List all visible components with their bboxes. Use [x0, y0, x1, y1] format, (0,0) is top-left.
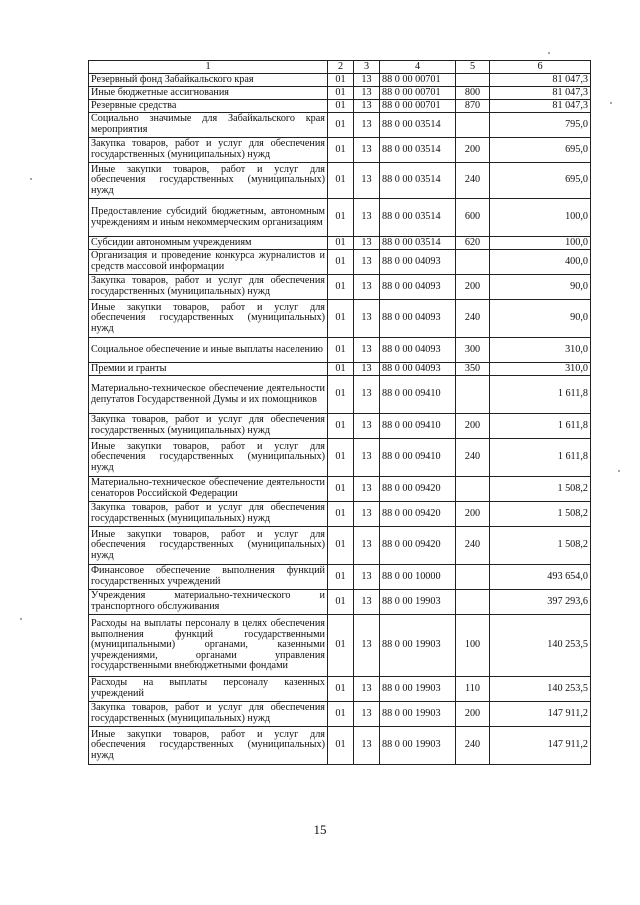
row-name: Предоставление субсидий бюджетным, автономным учреждениям и иным некоммерческим организациям: [89, 199, 328, 237]
row-section: 01: [328, 199, 354, 237]
row-target-article: 88 0 00 09410: [380, 376, 456, 414]
row-target-article: 88 0 00 03514: [380, 163, 456, 199]
row-sum: 397 293,6: [490, 590, 591, 615]
table-row: [89, 250, 591, 275]
row-target-article: 88 0 00 10000: [380, 565, 456, 590]
row-subsection: 13: [354, 677, 380, 702]
row-section: 01: [328, 163, 354, 199]
row-subsection: 13: [354, 237, 380, 250]
row-expense-kind: 300: [456, 338, 490, 363]
row-target-article: 88 0 00 09410: [380, 414, 456, 439]
row-section: 01: [328, 338, 354, 363]
row-subsection: 13: [354, 502, 380, 527]
row-expense-kind: 350: [456, 363, 490, 376]
row-sum: 400,0: [490, 250, 591, 275]
row-sum: 100,0: [490, 237, 591, 250]
row-sum: 100,0: [490, 199, 591, 237]
row-target-article: 88 0 00 09420: [380, 527, 456, 565]
row-target-article: 88 0 00 04093: [380, 338, 456, 363]
row-target-article: 88 0 00 00701: [380, 74, 456, 87]
row-expense-kind: [456, 376, 490, 414]
row-subsection: 13: [354, 527, 380, 565]
row-name: Материально-техническое обеспечение деятельности сенаторов Российской Федерации: [89, 477, 328, 502]
row-subsection: 13: [354, 138, 380, 163]
row-subsection: 13: [354, 615, 380, 677]
row-expense-kind: 240: [456, 727, 490, 765]
row-sum: 695,0: [490, 138, 591, 163]
row-expense-kind: 100: [456, 615, 490, 677]
table-row: [89, 199, 591, 237]
page-number: 15: [313, 822, 327, 837]
row-target-article: 88 0 00 00701: [380, 100, 456, 113]
row-expense-kind: 620: [456, 237, 490, 250]
scan-speck: [548, 52, 550, 54]
row-sum: 310,0: [490, 338, 591, 363]
row-section: 01: [328, 237, 354, 250]
row-target-article: 88 0 00 04093: [380, 300, 456, 338]
scan-speck: [610, 102, 612, 104]
row-target-article: 88 0 00 03514: [380, 199, 456, 237]
row-subsection: 13: [354, 199, 380, 237]
row-expense-kind: 240: [456, 163, 490, 199]
row-subsection: 13: [354, 113, 380, 138]
row-name: Учреждения материально-технического и транспортного обслуживания: [89, 590, 328, 615]
row-target-article: 88 0 00 19903: [380, 590, 456, 615]
row-sum: 81 047,3: [490, 74, 591, 87]
row-target-article: 88 0 00 19903: [380, 615, 456, 677]
header-col-5: 5: [456, 61, 490, 74]
table-row: [89, 74, 591, 87]
table-row: [89, 100, 591, 113]
row-expense-kind: [456, 113, 490, 138]
row-subsection: 13: [354, 100, 380, 113]
row-expense-kind: 110: [456, 677, 490, 702]
row-subsection: 13: [354, 300, 380, 338]
table-row: [89, 702, 591, 727]
table-row: [89, 590, 591, 615]
row-name: Субсидии автономным учреждениям: [89, 237, 328, 250]
row-name: Закупка товаров, работ и услуг для обеспечения государственных (муниципальных) нужд: [89, 414, 328, 439]
table-row: [89, 439, 591, 477]
row-sum: 1 611,8: [490, 414, 591, 439]
table-row: [89, 138, 591, 163]
table-row: [89, 275, 591, 300]
row-section: 01: [328, 138, 354, 163]
row-subsection: 13: [354, 376, 380, 414]
row-target-article: 88 0 00 19903: [380, 702, 456, 727]
table-row: [89, 300, 591, 338]
row-expense-kind: 200: [456, 414, 490, 439]
row-sum: 147 911,2: [490, 702, 591, 727]
row-section: 01: [328, 477, 354, 502]
table-row: [89, 565, 591, 590]
row-sum: 1 611,8: [490, 376, 591, 414]
row-name: Закупка товаров, работ и услуг для обеспечения государственных (муниципальных) нужд: [89, 502, 328, 527]
row-expense-kind: 600: [456, 199, 490, 237]
row-expense-kind: 240: [456, 300, 490, 338]
row-name: Закупка товаров, работ и услуг для обеспечения государственных (муниципальных) нужд: [89, 138, 328, 163]
row-sum: 140 253,5: [490, 677, 591, 702]
scan-speck: [30, 178, 32, 180]
row-name: Социальное обеспечение и иные выплаты населению: [89, 338, 328, 363]
row-expense-kind: 240: [456, 439, 490, 477]
table-row: [89, 338, 591, 363]
row-expense-kind: 200: [456, 702, 490, 727]
row-expense-kind: 200: [456, 138, 490, 163]
row-expense-kind: 200: [456, 275, 490, 300]
row-name: Резервный фонд Забайкальского края: [89, 74, 328, 87]
row-subsection: 13: [354, 74, 380, 87]
row-subsection: 13: [354, 565, 380, 590]
header-col-1: 1: [89, 61, 328, 74]
row-target-article: 88 0 00 03514: [380, 113, 456, 138]
table-row: [89, 502, 591, 527]
header-col-6: 6: [490, 61, 591, 74]
row-subsection: 13: [354, 414, 380, 439]
row-name: Иные закупки товаров, работ и услуг для обеспечения государственных (муниципальных) нужд: [89, 163, 328, 199]
row-target-article: 88 0 00 03514: [380, 138, 456, 163]
row-target-article: 88 0 00 04093: [380, 363, 456, 376]
row-name: Премии и гранты: [89, 363, 328, 376]
table-row: [89, 677, 591, 702]
row-section: 01: [328, 87, 354, 100]
row-subsection: 13: [354, 163, 380, 199]
row-sum: 795,0: [490, 113, 591, 138]
table-row: [89, 113, 591, 138]
table-row: [89, 87, 591, 100]
row-sum: 1 508,2: [490, 527, 591, 565]
row-sum: 493 654,0: [490, 565, 591, 590]
row-subsection: 13: [354, 702, 380, 727]
table-row: [89, 237, 591, 250]
row-target-article: 88 0 00 19903: [380, 677, 456, 702]
row-subsection: 13: [354, 250, 380, 275]
row-section: 01: [328, 376, 354, 414]
header-col-3: 3: [354, 61, 380, 74]
row-section: 01: [328, 502, 354, 527]
row-expense-kind: [456, 250, 490, 275]
row-section: 01: [328, 250, 354, 275]
table-row: [89, 376, 591, 414]
row-section: 01: [328, 677, 354, 702]
budget-table: [88, 60, 591, 765]
table-header-row: [89, 61, 591, 74]
row-section: 01: [328, 615, 354, 677]
row-sum: 310,0: [490, 363, 591, 376]
table-row: [89, 163, 591, 199]
row-sum: 147 911,2: [490, 727, 591, 765]
table-row: [89, 363, 591, 376]
row-expense-kind: 870: [456, 100, 490, 113]
row-subsection: 13: [354, 363, 380, 376]
row-name: Резервные средства: [89, 100, 328, 113]
row-sum: 90,0: [490, 300, 591, 338]
row-sum: 81 047,3: [490, 100, 591, 113]
row-target-article: 88 0 00 03514: [380, 237, 456, 250]
header-col-4: 4: [380, 61, 456, 74]
row-target-article: 88 0 00 09420: [380, 502, 456, 527]
row-section: 01: [328, 702, 354, 727]
row-expense-kind: 800: [456, 87, 490, 100]
row-target-article: 88 0 00 09420: [380, 477, 456, 502]
row-expense-kind: [456, 74, 490, 87]
row-section: 01: [328, 565, 354, 590]
row-sum: 1 611,8: [490, 439, 591, 477]
row-sum: 90,0: [490, 275, 591, 300]
row-sum: 81 047,3: [490, 87, 591, 100]
header-col-2: 2: [328, 61, 354, 74]
row-target-article: 88 0 00 09410: [380, 439, 456, 477]
row-target-article: 88 0 00 19903: [380, 727, 456, 765]
row-section: 01: [328, 590, 354, 615]
row-expense-kind: [456, 477, 490, 502]
row-subsection: 13: [354, 338, 380, 363]
table-row: [89, 414, 591, 439]
row-sum: 1 508,2: [490, 477, 591, 502]
row-section: 01: [328, 300, 354, 338]
row-name: Иные закупки товаров, работ и услуг для обеспечения государственных (муниципальных) нужд: [89, 527, 328, 565]
row-name: Финансовое обеспечение выполнения функций государственных учреждений: [89, 565, 328, 590]
row-expense-kind: [456, 565, 490, 590]
row-section: 01: [328, 113, 354, 138]
row-target-article: 88 0 00 00701: [380, 87, 456, 100]
row-name: Расходы на выплаты персоналу в целях обеспечения выполнения функций государственными (муниципальными) органами, казенными учреждениями, органами управления государственными внебюджетными фондами: [89, 615, 328, 677]
row-target-article: 88 0 00 04093: [380, 250, 456, 275]
row-section: 01: [328, 414, 354, 439]
table-row: [89, 615, 591, 677]
row-name: Организация и проведение конкурса журналистов и средств массовой информации: [89, 250, 328, 275]
row-name: Расходы на выплаты персоналу казенных учреждений: [89, 677, 328, 702]
row-name: Закупка товаров, работ и услуг для обеспечения государственных (муниципальных) нужд: [89, 702, 328, 727]
row-section: 01: [328, 439, 354, 477]
table-row: [89, 727, 591, 765]
row-section: 01: [328, 275, 354, 300]
row-name: Социально значимые для Забайкальского края мероприятия: [89, 113, 328, 138]
scan-speck: [618, 470, 620, 472]
row-name: Иные закупки товаров, работ и услуг для обеспечения государственных (муниципальных) нужд: [89, 727, 328, 765]
row-section: 01: [328, 527, 354, 565]
row-subsection: 13: [354, 477, 380, 502]
scan-speck: [20, 618, 22, 620]
row-name: Закупка товаров, работ и услуг для обеспечения государственных (муниципальных) нужд: [89, 275, 328, 300]
row-expense-kind: 200: [456, 502, 490, 527]
row-name: Иные бюджетные ассигнования: [89, 87, 328, 100]
row-expense-kind: [456, 590, 490, 615]
row-section: 01: [328, 100, 354, 113]
row-sum: 140 253,5: [490, 615, 591, 677]
row-name: Иные закупки товаров, работ и услуг для обеспечения государственных (муниципальных) нужд: [89, 439, 328, 477]
table-row: [89, 527, 591, 565]
row-section: 01: [328, 74, 354, 87]
row-expense-kind: 240: [456, 527, 490, 565]
row-section: 01: [328, 727, 354, 765]
row-subsection: 13: [354, 590, 380, 615]
row-name: Иные закупки товаров, работ и услуг для обеспечения государственных (муниципальных) нужд: [89, 300, 328, 338]
row-section: 01: [328, 363, 354, 376]
row-sum: 1 508,2: [490, 502, 591, 527]
table-row: [89, 477, 591, 502]
row-subsection: 13: [354, 275, 380, 300]
row-sum: 695,0: [490, 163, 591, 199]
row-subsection: 13: [354, 439, 380, 477]
row-name: Материально-техническое обеспечение деятельности депутатов Государственной Думы и их помощников: [89, 376, 328, 414]
row-target-article: 88 0 00 04093: [380, 275, 456, 300]
row-subsection: 13: [354, 727, 380, 765]
row-subsection: 13: [354, 87, 380, 100]
